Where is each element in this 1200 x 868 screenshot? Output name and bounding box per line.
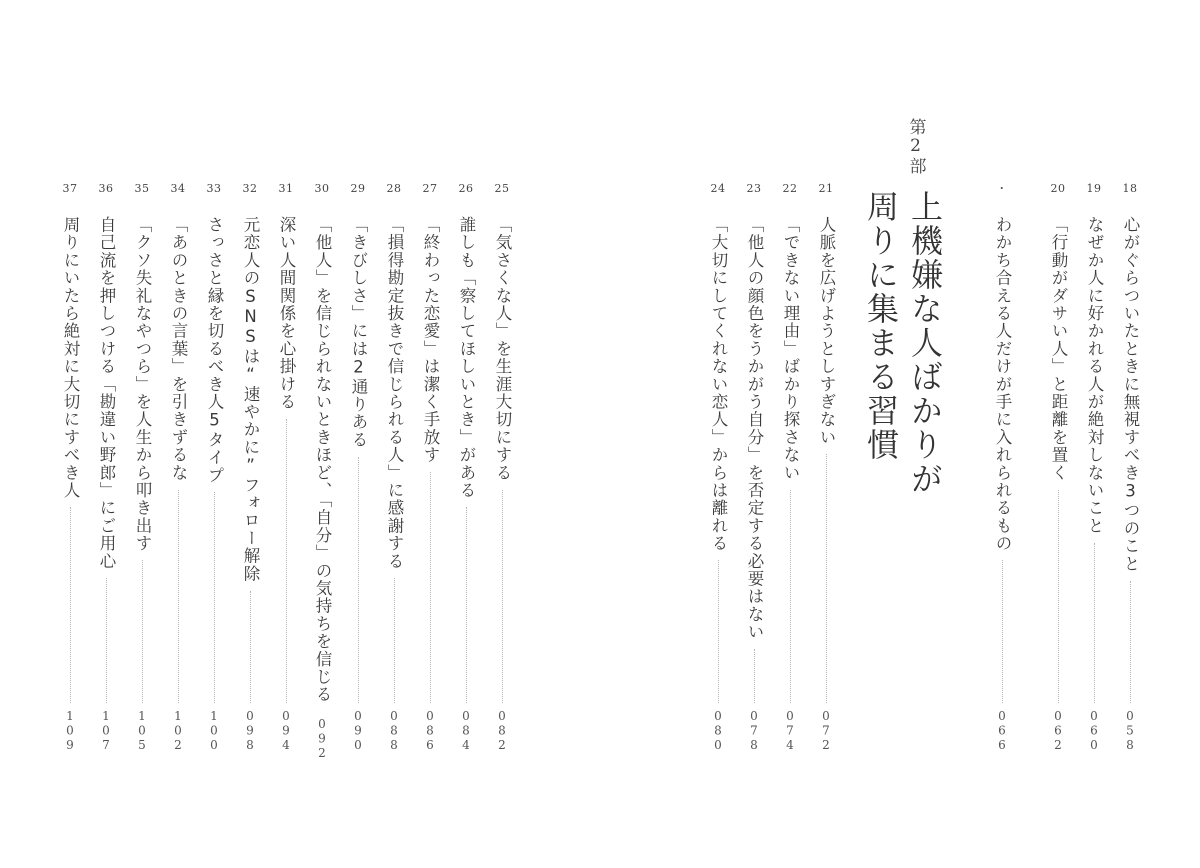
entry-page-number: 105 — [135, 708, 149, 752]
entry-number: 30 — [314, 182, 330, 195]
leader-dots — [1130, 581, 1131, 703]
leader-dots — [502, 490, 503, 703]
leader-dots — [178, 490, 179, 703]
entry-page-number: 090 — [351, 708, 365, 752]
entry-title: 周りにいたら絶対に大切にすべき人 — [61, 216, 80, 500]
entry-number: 21 — [818, 182, 834, 195]
leader-dots — [358, 457, 359, 703]
part-heading-line-1: 上機嫌な人ばかりが — [906, 190, 944, 496]
entry-number: 37 — [62, 182, 78, 195]
toc-entry-18[interactable] — [1118, 180, 1142, 760]
leader-dots — [1094, 543, 1095, 703]
entry-title: 「他人の顔色をうかがう自分」を否定する必要はない — [745, 216, 764, 641]
toc-entry-26[interactable] — [454, 180, 478, 760]
entry-title: わかち合える人だけが手に入れられるもの — [993, 216, 1012, 553]
entry-title: 心がぐらついたときに無視すべき3つのこと — [1121, 216, 1140, 573]
entry-page-number: 078 — [747, 708, 761, 752]
entry-number: 20 — [1050, 182, 1066, 195]
toc-entry-23[interactable] — [742, 180, 766, 760]
entry-page-number: 080 — [711, 708, 725, 752]
entry-number: 26 — [458, 182, 474, 195]
entry-page-number: 094 — [279, 708, 293, 752]
entry-title: 人脈を広げようとしすぎない — [817, 216, 836, 447]
entry-page-number: 062 — [1051, 708, 1065, 752]
entry-number: 19 — [1086, 182, 1102, 195]
entry-number: 32 — [242, 182, 258, 195]
leader-dots — [142, 560, 143, 702]
toc-entry-36[interactable] — [94, 180, 118, 760]
part-label: 第2部 — [905, 118, 926, 175]
entry-number: 22 — [782, 182, 798, 195]
toc-entry-31[interactable] — [274, 180, 298, 760]
entry-page-number: 102 — [171, 708, 185, 752]
entry-page-number: 060 — [1087, 708, 1101, 752]
entry-page-number: 107 — [99, 708, 113, 752]
leader-dots — [1058, 490, 1059, 703]
leader-dots — [70, 507, 71, 702]
toc-entry-21[interactable] — [814, 180, 838, 760]
entry-title: 「行動がダサい人」と距離を置く — [1049, 216, 1068, 482]
toc-entry-22[interactable] — [778, 180, 802, 760]
toc-entry-30[interactable] — [310, 180, 334, 760]
entry-title: 「きびしさ」には2通りある — [349, 216, 368, 449]
entry-number: 28 — [386, 182, 402, 195]
entry-page-number: 086 — [423, 708, 437, 752]
toc-entry-29[interactable] — [346, 180, 370, 760]
entry-page-number: 082 — [495, 708, 509, 752]
toc-entry-33[interactable] — [202, 180, 226, 760]
entry-title: 元恋人のSNSは“速やかに”フォロー解除 — [241, 216, 260, 583]
entry-number: 36 — [98, 182, 114, 195]
entry-number: 31 — [278, 182, 294, 195]
toc-entry-20[interactable] — [1046, 180, 1070, 760]
toc-entry-34[interactable] — [166, 180, 190, 760]
toc-entry-column[interactable] — [990, 180, 1014, 760]
leader-dots — [1002, 560, 1003, 702]
entry-number: 29 — [350, 182, 366, 195]
toc-entry-27[interactable] — [418, 180, 442, 760]
entry-title: 「クソ失礼なやつら」を人生から叩き出す — [133, 216, 152, 553]
entry-number: 18 — [1122, 182, 1138, 195]
entry-title: 「他人」を信じられないときほど、「自分」の気持ちを信じる — [313, 216, 332, 704]
entry-page-number: 109 — [63, 708, 77, 752]
entry-number: 23 — [746, 182, 762, 195]
leader-dots — [790, 490, 791, 703]
entry-number: 27 — [422, 182, 438, 195]
leader-dots — [754, 649, 755, 703]
entry-bullet: ・ — [996, 182, 1008, 195]
entry-page-number: 092 — [315, 717, 329, 761]
toc-entry-37[interactable] — [58, 180, 82, 760]
entry-title: 誰しも「察してほしいとき」がある — [457, 216, 476, 500]
leader-dots — [466, 507, 467, 702]
leader-dots — [106, 578, 107, 703]
leader-dots — [826, 454, 827, 702]
leader-dots — [394, 578, 395, 703]
entry-page-number: 074 — [783, 708, 797, 752]
toc-entry-19[interactable] — [1082, 180, 1106, 760]
part-heading-line-2: 周りに集まる習慣 — [862, 190, 900, 462]
entry-page-number: 100 — [207, 708, 221, 752]
toc-entry-25[interactable] — [490, 180, 514, 760]
leader-dots — [286, 419, 287, 703]
leader-dots — [250, 591, 251, 703]
entry-title: 「気さくな人」を生涯大切にする — [493, 216, 512, 482]
entry-number: 33 — [206, 182, 222, 195]
entry-number: 25 — [494, 182, 510, 195]
entry-title: なぜか人に好かれる人が絶対しないこと — [1085, 216, 1104, 535]
entry-title: 深い人間関係を心掛ける — [277, 216, 296, 411]
toc-entry-28[interactable] — [382, 180, 406, 760]
leader-dots — [430, 472, 431, 703]
entry-page-number: 058 — [1123, 708, 1137, 752]
entry-page-number: 066 — [995, 708, 1009, 752]
toc-entry-24[interactable] — [706, 180, 730, 760]
entry-title: 「できない理由」ばかり探さない — [781, 216, 800, 482]
entry-title: 自己流を押しつける「勘違い野郎」にご用心 — [97, 216, 116, 570]
entry-page-number: 072 — [819, 708, 833, 752]
leader-dots — [214, 492, 215, 703]
entry-page-number: 098 — [243, 708, 257, 752]
toc-entry-32[interactable] — [238, 180, 262, 760]
entry-title: 「終わった恋愛」は潔く手放す — [421, 216, 440, 464]
entry-title: 「大切にしてくれない恋人」からは離れる — [709, 216, 728, 553]
entry-page-number: 088 — [387, 708, 401, 752]
entry-page-number: 084 — [459, 708, 473, 752]
leader-dots — [718, 560, 719, 702]
entry-number: 35 — [134, 182, 150, 195]
entry-title: さっさと縁を切るべき人5タイプ — [205, 216, 224, 484]
toc-entry-35[interactable] — [130, 180, 154, 760]
entry-number: 34 — [170, 182, 186, 195]
entry-title: 「損得勘定抜きで信じられる人」に感謝する — [385, 216, 404, 570]
entry-title: 「あのときの言葉」を引きずるな — [169, 216, 188, 482]
entry-number: 24 — [710, 182, 726, 195]
